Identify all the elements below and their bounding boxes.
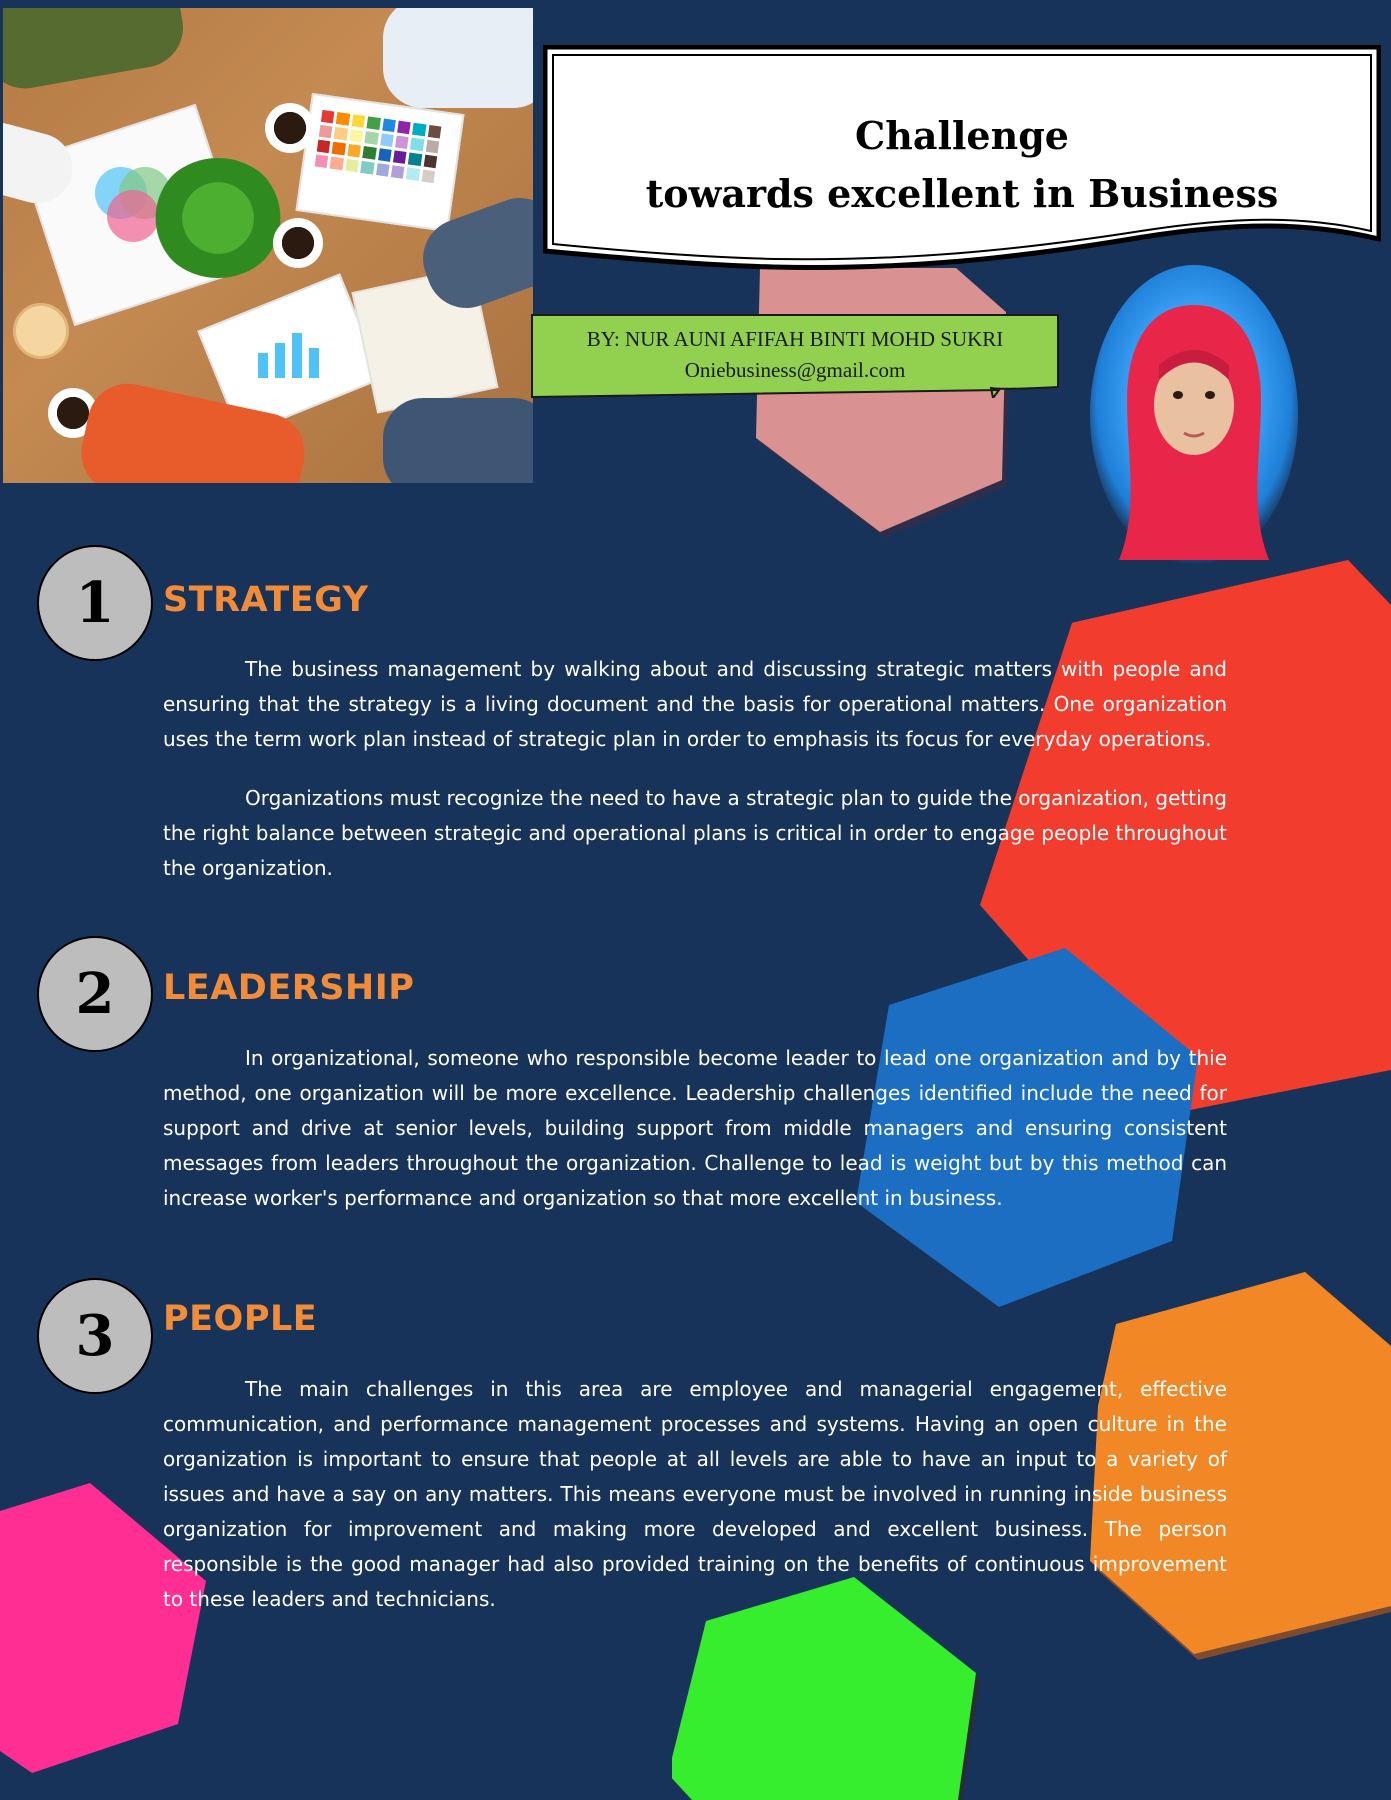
author-info (531, 324, 1059, 386)
title-line-2: towards excellent in Business (645, 171, 1279, 216)
title-banner (543, 45, 1381, 277)
bar-chart-icon (253, 328, 323, 378)
author-tag (531, 314, 1059, 398)
strategy-paragraph-2: Organizations must recognize the need to have a strategic plan to guide the organization, getting the right balance between strategic and operational plans is critical in order to engage people throughout the organization. (163, 786, 1227, 880)
plant-icon (153, 158, 283, 278)
section-heading-strategy: STRATEGY (163, 580, 369, 620)
section-heading-leadership: LEADERSHIP (163, 968, 415, 1008)
author-byline: BY: NUR AUNI AFIFAH BINTI MOHD SUKRI (586, 327, 1004, 351)
author-email: Oniebusiness@gmail.com (684, 358, 906, 382)
arm-top-left (3, 8, 189, 95)
pencil-cup-icon (13, 303, 69, 359)
hexagon-pink-top (756, 258, 1016, 540)
section-heading-people: PEOPLE (163, 1299, 318, 1339)
team-meeting-photo (3, 8, 533, 483)
coffee-cup-icon (265, 103, 315, 153)
leadership-paragraph: In organizational, someone who responsible become leader to lead one organization and by thie method, one organization will be more excellence. Leadership challenges identified include the need for support and drive at senior levels, building support from middle managers and ensuring consistent messages from leaders throughout the organization. Challenge to lead is weight but by this method can increase worker's performance and organization so that more excellent in business. (163, 1046, 1227, 1210)
arm-bottom-right (383, 398, 533, 483)
coffee-cup-icon (273, 218, 323, 268)
author-portrait (1089, 265, 1299, 570)
strategy-paragraph-1: The business management by walking about and discussing strategic matters with people and ensuring that the strategy is a living document and the basis for operational matters. One organization uses the term work plan instead of strategic plan in order to emphasis its focus for everyday operations. (163, 657, 1227, 751)
arm-top-right (383, 8, 533, 108)
page-title (543, 107, 1381, 223)
section-number-2: 2 (37, 936, 153, 1052)
title-line-1: Challenge (855, 113, 1069, 158)
section-number-3: 3 (37, 1278, 153, 1394)
people-paragraph: The main challenges in this area are employee and managerial engagement, effective communication, and performance management processes and systems. Having an open culture in the organization is important to ensure that people at all levels are able to have an input to a variety of issues and have a say on any matters. This means everyone must be involved in running inside business organization for improvement and making more developed and excellent business. The person responsible is the good manager had also provided training on the benefits of continuous improvement to these leaders and technicians. (163, 1377, 1227, 1611)
section-number-1: 1 (37, 545, 153, 661)
